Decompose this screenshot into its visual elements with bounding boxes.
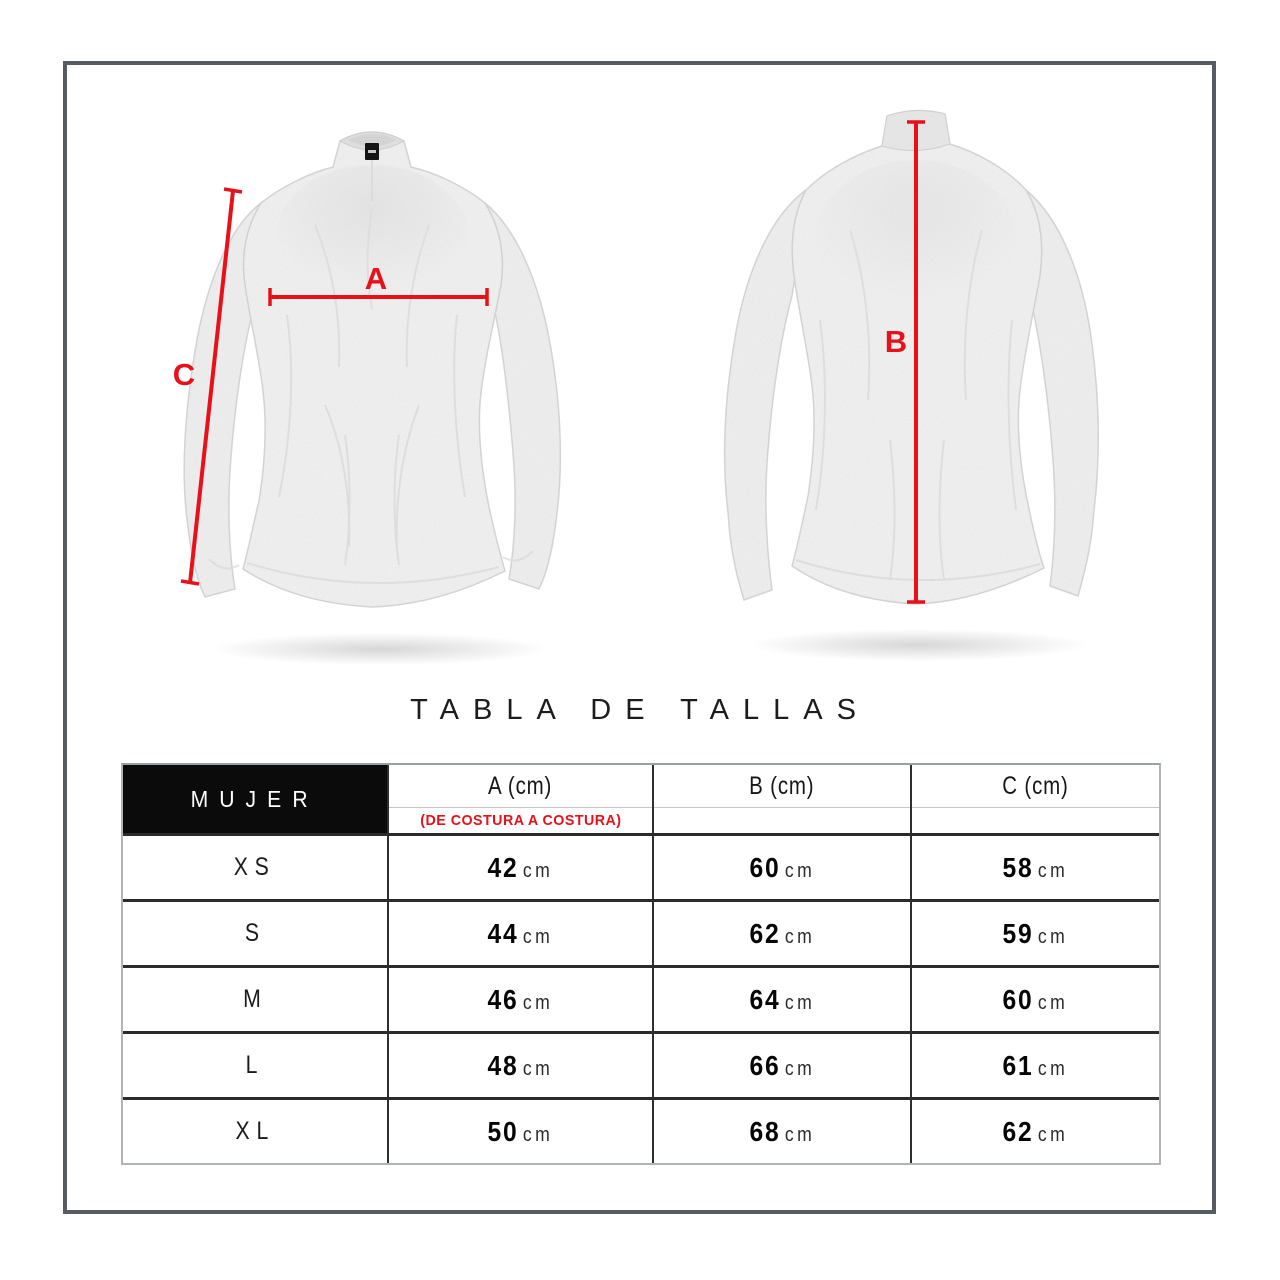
value-l-c: 61 cm [910,1031,1159,1097]
size-cell-l: L [123,1031,387,1097]
size-cell-xs: XS [123,833,387,899]
column-header-a: A (cm) (DE COSTURA A COSTURA) [387,765,652,833]
measurement-label-b: B [884,324,908,359]
size-cell-m: M [123,965,387,1031]
value-xl-a: 50 cm [387,1097,652,1163]
size-cell-xl: XL [123,1097,387,1163]
column-a-subnote: (DE COSTURA A COSTURA) [389,807,652,833]
size-chart-title: TABLA DE TALLAS [410,694,870,726]
size-table [121,763,1161,1165]
measurement-label-c: C [172,357,196,392]
measurement-label-a: A [364,261,388,296]
front-shirt-illustration [165,105,585,665]
column-header-b: B (cm) [652,765,910,833]
value-s-b: 62 cm [652,899,910,965]
table-header-group-cell: MUJER [123,765,387,833]
size-cell-s: S [123,899,387,965]
value-l-b: 66 cm [652,1031,910,1097]
value-l-a: 48 cm [387,1031,652,1097]
value-xs-c: 58 cm [910,833,1159,899]
value-m-c: 60 cm [910,965,1159,1031]
value-xs-b: 60 cm [652,833,910,899]
back-shirt-illustration [700,100,1120,640]
back-shirt-garment [700,100,1120,640]
value-xs-a: 42 cm [387,833,652,899]
value-xl-c: 62 cm [910,1097,1159,1163]
value-xl-b: 68 cm [652,1097,910,1163]
value-s-a: 44 cm [387,899,652,965]
value-m-a: 46 cm [387,965,652,1031]
column-header-c: C (cm) [910,765,1159,833]
value-m-b: 64 cm [652,965,910,1031]
value-s-c: 59 cm [910,899,1159,965]
